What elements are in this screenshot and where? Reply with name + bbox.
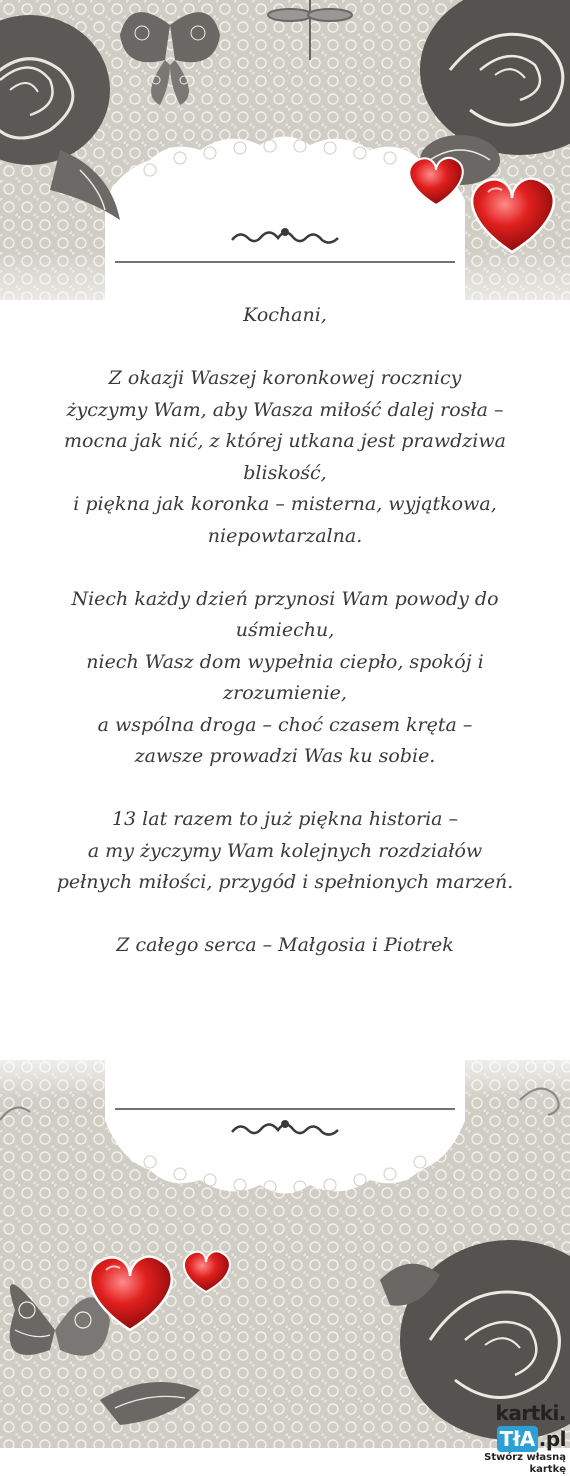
message-line: Niech każdy dzień przynosi Wam powody do xyxy=(71,587,499,610)
message-line: uśmiechu, xyxy=(235,619,335,641)
message-line: mocna jak nić, z której utkana jest prawdziwa xyxy=(64,430,506,452)
top-lace-illustration xyxy=(0,0,570,340)
bottom-decoration xyxy=(0,1040,570,1448)
greeting-message xyxy=(20,300,550,962)
kartki-brand[interactable] xyxy=(454,1400,566,1475)
message-spacer xyxy=(20,899,550,931)
message-line: Kochani, xyxy=(243,304,327,326)
message-line: 13 lat razem to już piękna historia – xyxy=(111,808,459,830)
top-decoration xyxy=(0,0,570,340)
message-line: zawsze prowadzi Was ku sobie. xyxy=(134,745,436,767)
message-signature: Z całego serca – Małgosia i Piotrek xyxy=(116,934,454,956)
message-line: niepowtarzalna. xyxy=(207,524,363,547)
message-spacer xyxy=(20,773,550,805)
message-line: bliskość, xyxy=(243,461,327,484)
brand-logo[interactable]: kartki.TłA .pl xyxy=(495,1401,566,1451)
message-line: a wspólna droga – choć czasem kręta – xyxy=(97,713,473,736)
message-spacer xyxy=(20,552,550,584)
message-line: zrozumienie, xyxy=(223,682,347,704)
message-line: pełnych miłości, przygód i spełnionych marzeń. xyxy=(56,871,514,893)
message-line: życzymy Wam, aby Wasza miłość dalej rosła – xyxy=(66,398,504,421)
brand-tagline: Stwórz własną kartkę xyxy=(484,1452,566,1475)
message-spacer xyxy=(20,332,550,364)
message-line: niech Wasz dom wypełnia ciepło, spokój i xyxy=(86,650,484,673)
bottom-lace-illustration xyxy=(0,1040,570,1448)
message-line: Z okazji Waszej koronkowej rocznicy xyxy=(108,367,462,389)
message-line: i piękna jak koronka – misterna, wyjątkowa, xyxy=(73,493,497,515)
message-line: a my życzymy Wam kolejnych rozdziałów xyxy=(87,839,483,862)
